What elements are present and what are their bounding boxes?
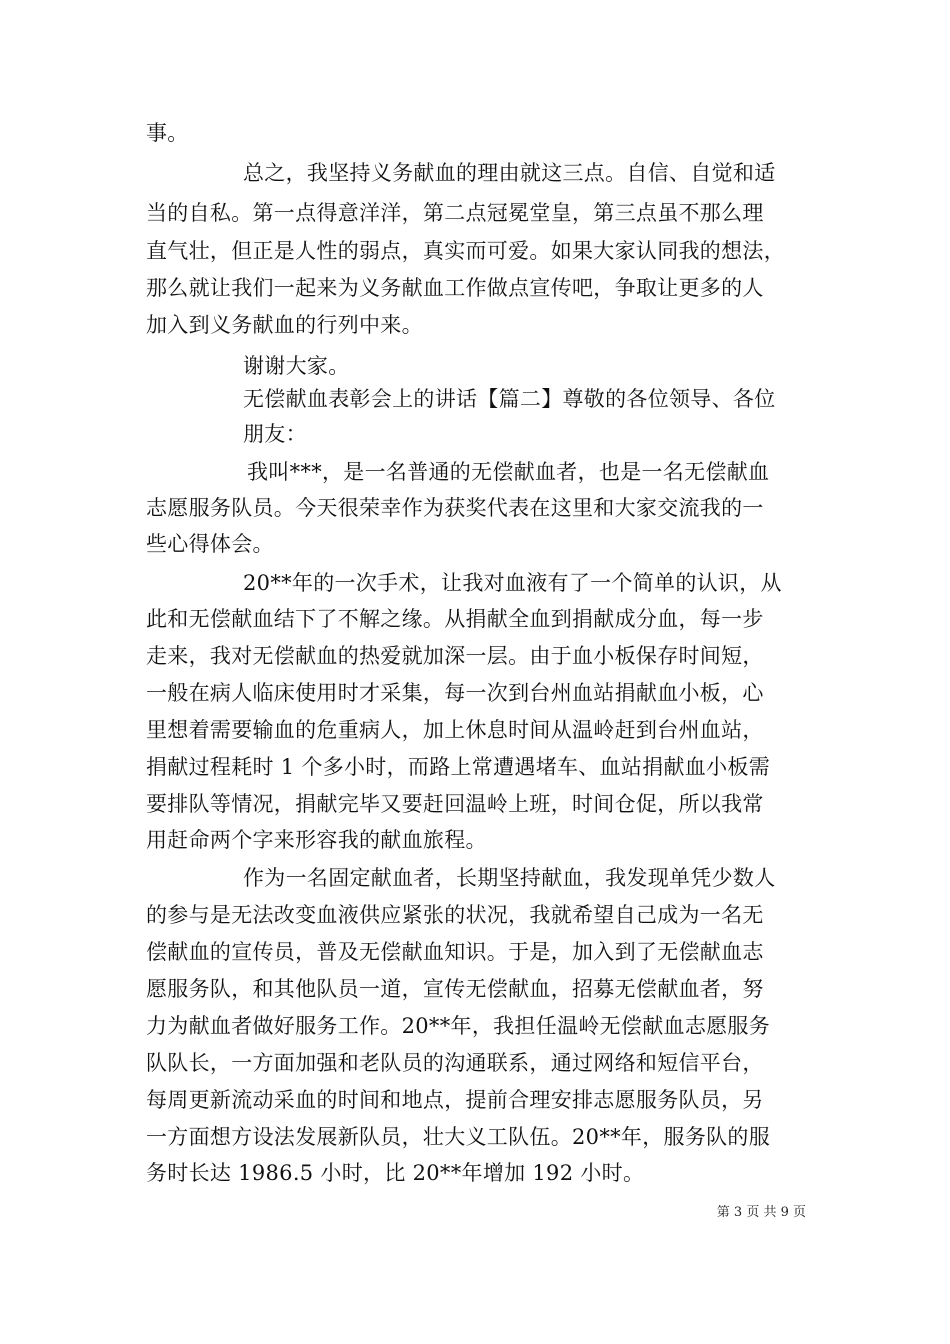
text-line: 当的自私。第一点得意洋洋，第二点冠冕堂皇，第三点虽不那么理 xyxy=(146,201,764,225)
text-line: 20**年的一次手术，让我对血液有了一个简单的认识，从 xyxy=(243,571,782,595)
text-line: 朋友： xyxy=(243,422,307,446)
text-line: 直气壮，但正是人性的弱点，真实而可爱。如果大家认同我的想法， xyxy=(146,239,785,263)
text-line: 无偿献血表彰会上的讲话【篇二】尊敬的各位领导、各位 xyxy=(243,387,776,411)
text-line: 此和无偿献血结下了不解之缘。从捐献全血到捐献成分血，每一步 xyxy=(146,607,764,631)
text-line: 总之，我坚持义务献血的理由就这三点。自信、自觉和适 xyxy=(243,161,776,185)
text-line: 些心得体会。 xyxy=(146,532,274,556)
page-number-footer: 第 3 页 共 9 页 xyxy=(716,1205,806,1220)
text-line: 捐献过程耗时 1 个多小时，而路上常遭遇堵车、血站捐献血小板需 xyxy=(146,755,771,779)
text-line: 一方面想方设法发展新队员，壮大义工队伍。20**年，服务队的服 xyxy=(146,1125,771,1149)
text-line: 要排队等情况，捐献完毕又要赶回温岭上班，时间仓促，所以我常 xyxy=(146,792,764,816)
text-line: 的参与是无法改变血液供应紧张的状况，我就希望自己成为一名无 xyxy=(146,903,764,927)
text-line: 队队长，一方面加强和老队员的沟通联系，通过网络和短信平台， xyxy=(146,1051,764,1075)
text-line: 里想着需要输血的危重病人，加上休息时间从温岭赶到台州血站， xyxy=(146,718,764,742)
text-line: 谢谢大家。 xyxy=(243,354,350,378)
text-line: 那么就让我们一起来为义务献血工作做点宣传吧，争取让更多的人 xyxy=(146,276,764,300)
text-line: 我叫***，是一名普通的无偿献血者，也是一名无偿献血 xyxy=(247,460,770,484)
text-line: 偿献血的宣传员，普及无偿献血知识。于是，加入到了无偿献血志 xyxy=(146,940,764,964)
text-line: 每周更新流动采血的时间和地点，提前合理安排志愿服务队员，另 xyxy=(146,1088,764,1112)
text-line: 一般在病人临床使用时才采集，每一次到台州血站捐献血小板，心 xyxy=(146,681,764,705)
text-line: 务时长达 1986.5 小时，比 20**年增加 192 小时。 xyxy=(146,1161,645,1185)
text-line: 走来，我对无偿献血的热爱就加深一层。由于血小板保存时间短， xyxy=(146,644,764,668)
text-line: 力为献血者做好服务工作。20**年，我担任温岭无偿献血志愿服务 xyxy=(146,1014,771,1038)
text-line: 愿服务队，和其他队员一道，宣传无偿献血，招募无偿献血者，努 xyxy=(146,977,764,1001)
text-line: 志愿服务队员。今天很荣幸作为获奖代表在这里和大家交流我的一 xyxy=(146,496,764,520)
text-line: 用赶命两个字来形容我的献血旅程。 xyxy=(146,828,487,852)
text-line: 事。 xyxy=(146,121,189,145)
text-line: 加入到义务献血的行列中来。 xyxy=(146,313,423,337)
text-line: 作为一名固定献血者，长期坚持献血，我发现单凭少数人 xyxy=(243,866,776,890)
